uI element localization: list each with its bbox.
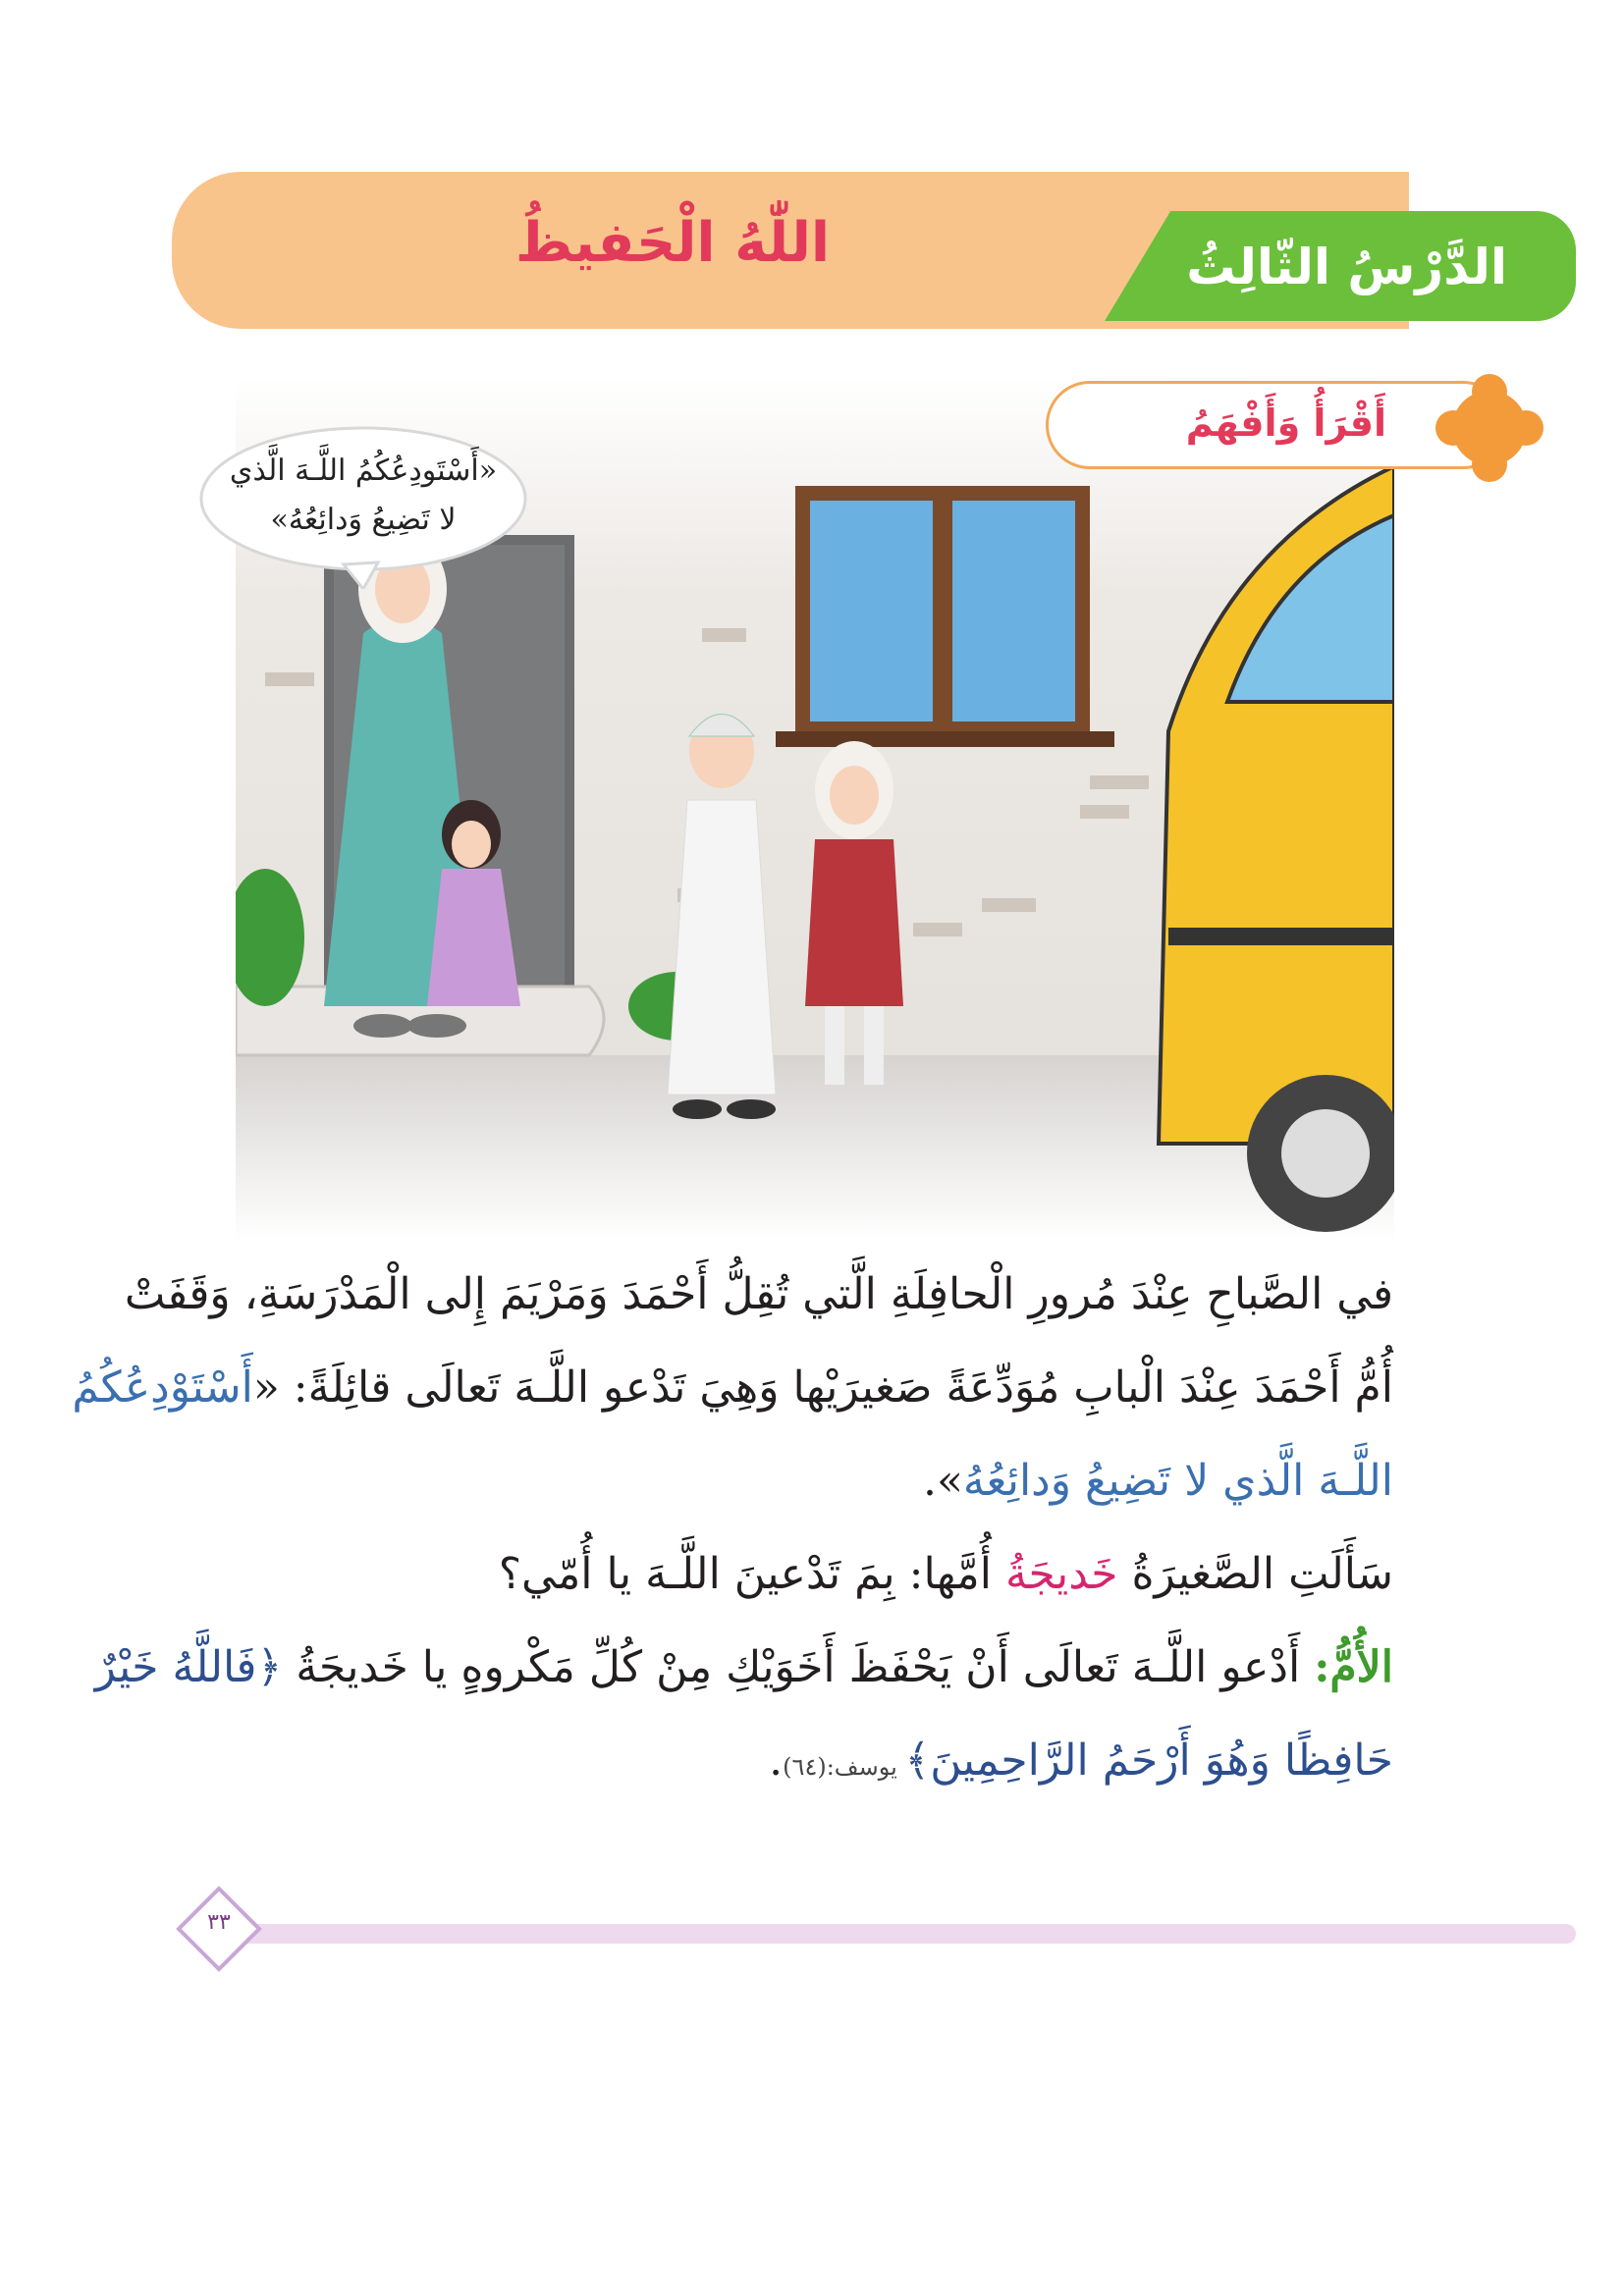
story-text: أَدْعو اللَّـهَ تَعالَى أَنْ يَحْفَظَ أَخَوَيْكِ مِنْ كُلِّ مَكْروهٍ يا خَديجَةُ (282, 1642, 1315, 1692)
page-number-badge (175, 1885, 263, 1973)
story-paragraph-3 (94, 1639, 1393, 1695)
footer-bar (231, 1924, 1576, 1944)
speech-line-2: لا تَضِيعُ وَدائِعُهُ» (270, 503, 457, 537)
lesson-title: اللّٰهُ الْحَفيظُ (514, 211, 831, 275)
dua-text: أَسْتَوْدِعُكُمُ (72, 1362, 253, 1413)
lesson-header (172, 172, 1576, 329)
surah-reference: يوسف:(٦٤) (783, 1753, 905, 1781)
flower-icon (1435, 374, 1543, 482)
page-number: ٣٣ (207, 1910, 231, 1935)
quran-verse: حَافِظًا وَهُوَ أَرْحَمُ الرَّاحِمِينَ﴾ (904, 1735, 1393, 1786)
story-paragraph-1-line-1 (124, 1266, 1393, 1322)
story-text: أُمَّها: بِمَ تَدْعينَ اللَّـهَ يا أُمّي؟ (498, 1549, 1005, 1599)
story-paragraph-1-line-2 (72, 1360, 1393, 1415)
speaker-label: الأُمُّ: (1314, 1642, 1393, 1692)
story-text: . (769, 1735, 784, 1786)
character-name: خَديجَةُ (1004, 1549, 1118, 1599)
story-text: ». (922, 1456, 963, 1506)
story-paragraph-4 (235, 1733, 1393, 1789)
speech-bubble (196, 422, 530, 589)
section-label-text: أَقْرَأُ وَأَفْهَمُ (1185, 401, 1386, 445)
lesson-number: الدَّرْسُ الثّالِثُ (1186, 239, 1507, 295)
story-text: في الصَّباحِ عِنْدَ مُرورِ الْحافِلَةِ الَّتي تُقِلُّ أَحْمَدَ وَمَرْيَمَ إِلى الْمَدْرَسَةِ، وَقَفَتْ (124, 1269, 1393, 1319)
story-paragraph-2 (235, 1546, 1393, 1602)
speech-line-1: «أَسْتَودِعُكُمُ اللَّـهَ الَّذي (229, 454, 498, 488)
story-text: أُمُّ أَحْمَدَ عِنْدَ الْبابِ مُوَدِّعَةً صَغيرَيْها وَهِيَ تَدْعو اللَّـهَ تَعالَى قائِلَةً: « (252, 1362, 1393, 1413)
quran-verse: ﴿فَاللَّهُ خَيْرٌ (94, 1642, 283, 1692)
window (776, 486, 1114, 747)
dua-text: اللَّـهَ الَّذي لا تَضِيعُ وَدائِعُهُ (962, 1456, 1393, 1506)
section-label (1046, 381, 1507, 469)
story-text: سَأَلَتِ الصَّغيرَةُ (1117, 1549, 1393, 1599)
story-paragraph-1-line-3 (235, 1453, 1393, 1509)
